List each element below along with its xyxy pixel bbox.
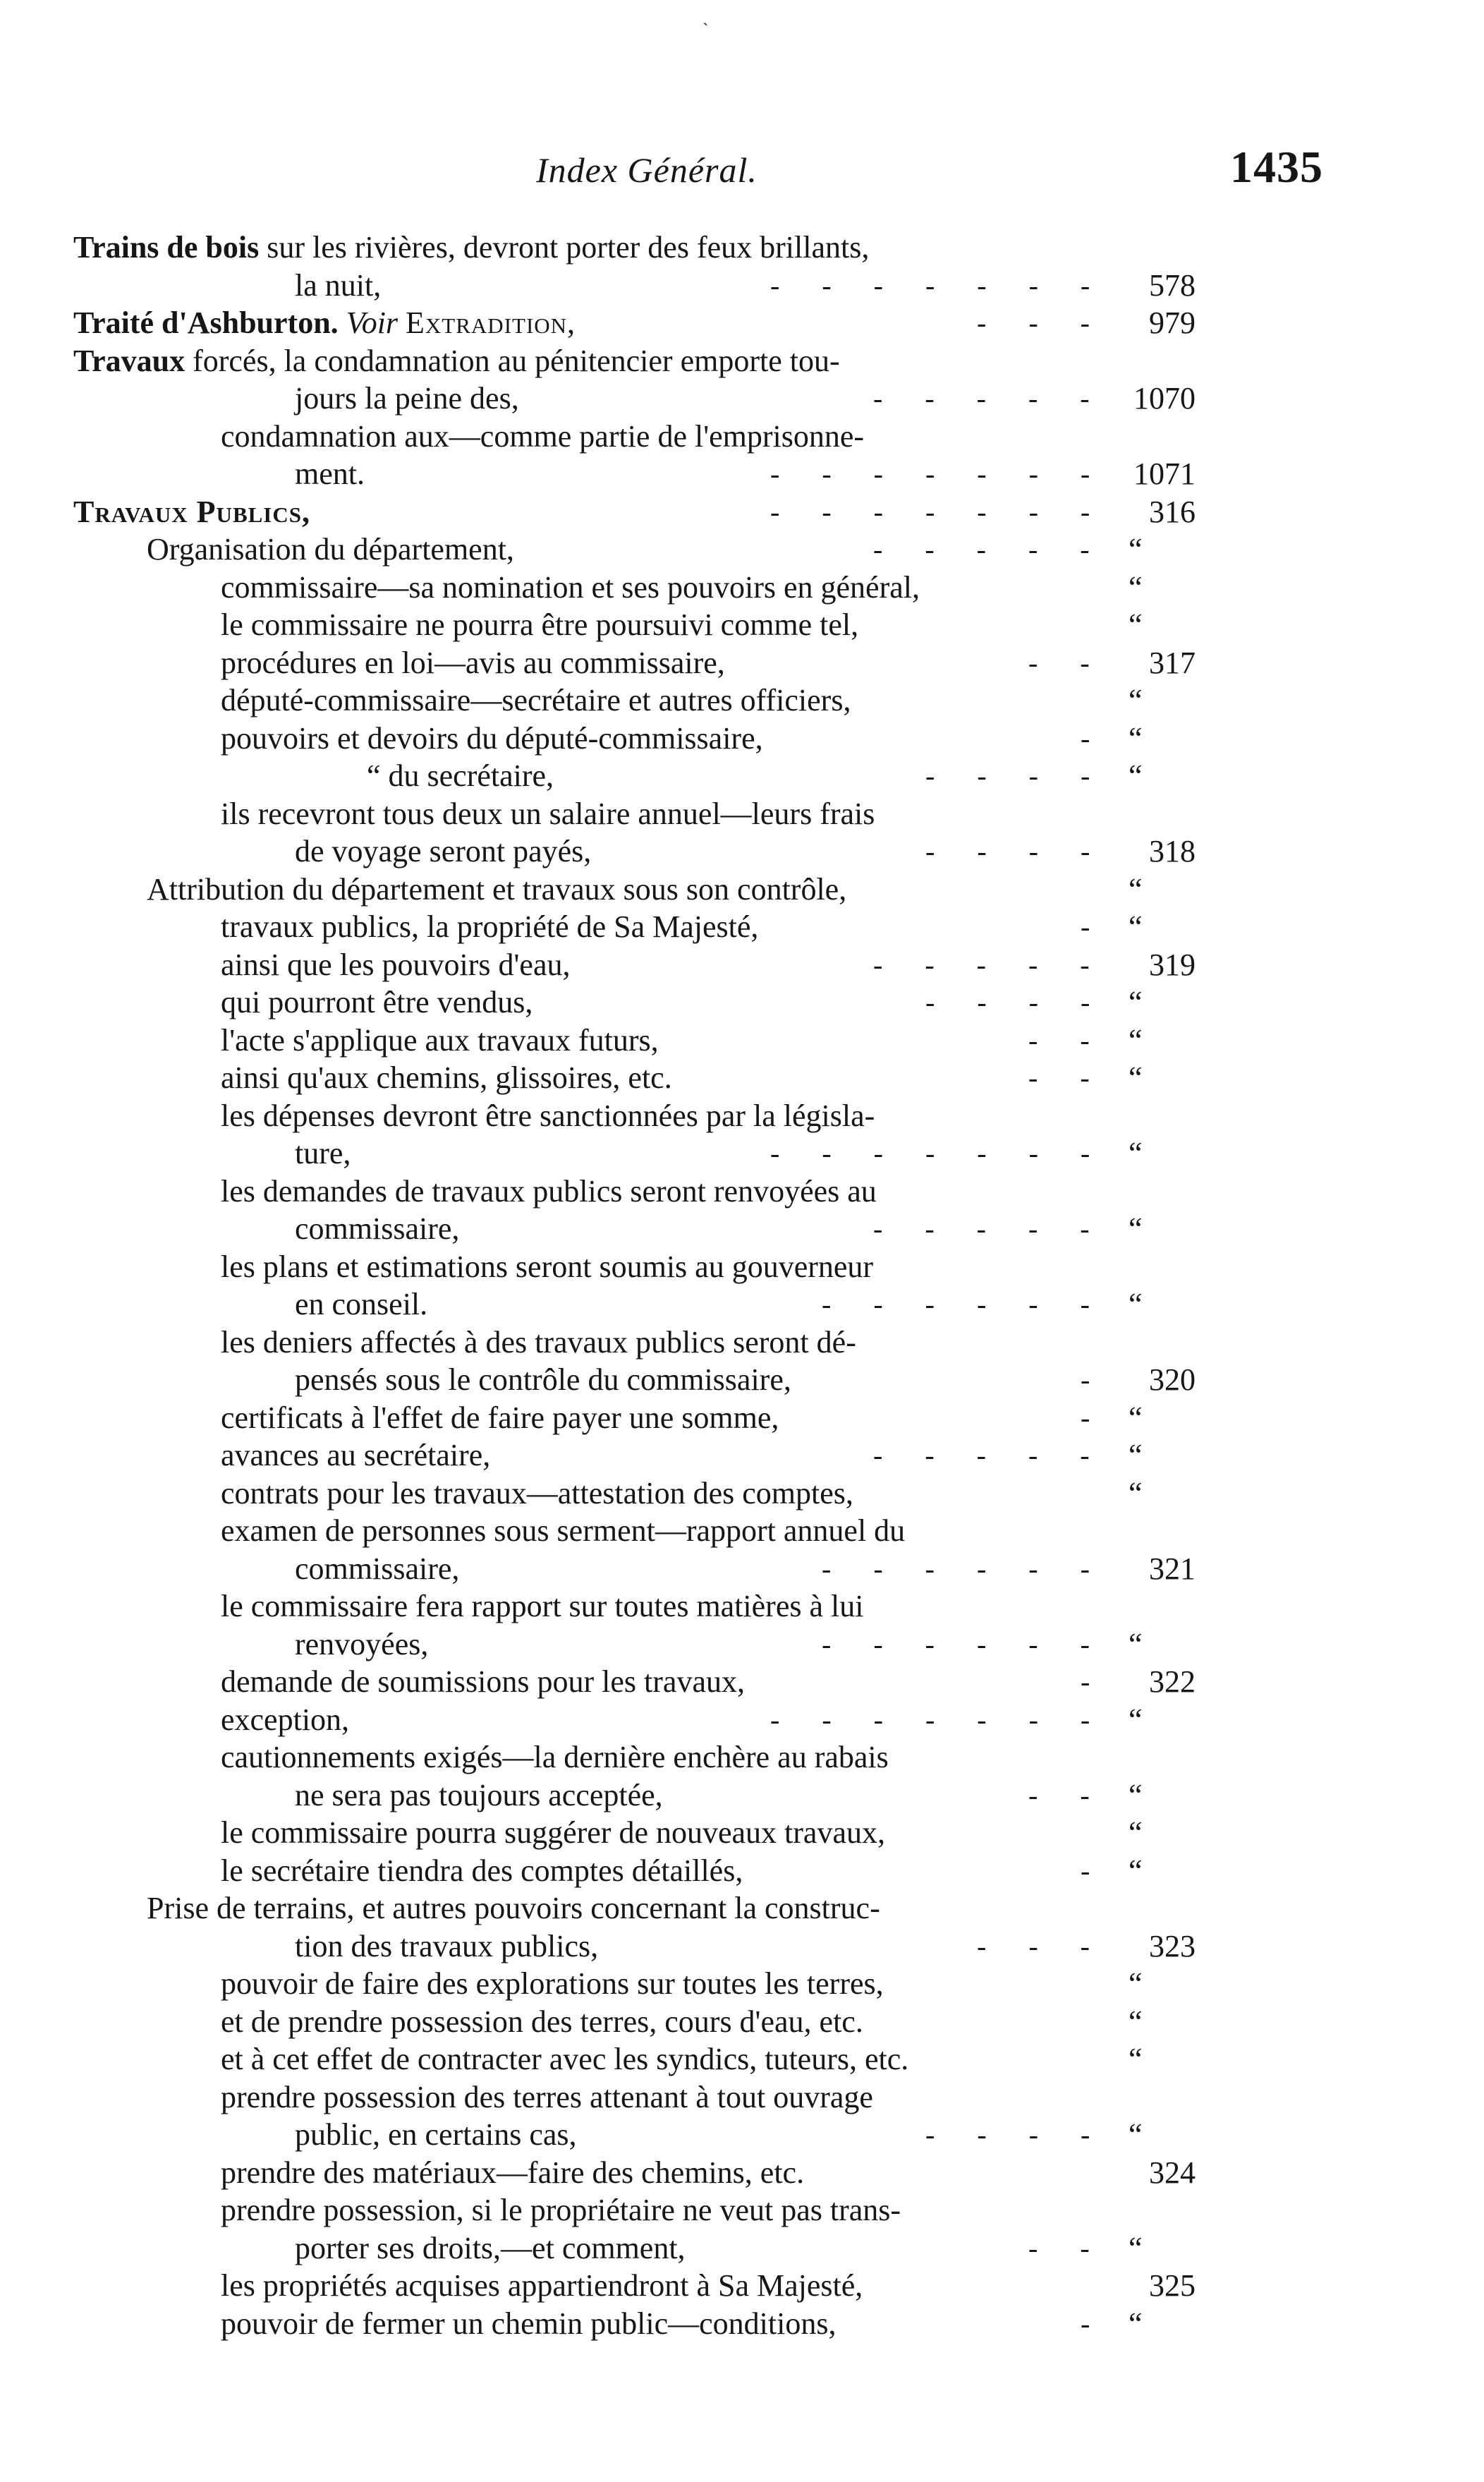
leader-dashes: - [1081,1401,1090,1434]
leader-dashes: - - - - - - - [770,1703,1090,1736]
entry-text-part: prendre des matériaux—faire des chemins, etc. [221,2155,805,2190]
index-entry [0,946,1484,984]
index-entry [0,833,1484,871]
leader-dashes: - - - - - [873,533,1090,565]
entry-text [221,2267,863,2305]
entry-text [221,1512,905,1550]
entry-text-part: le commissaire pourra suggérer de nouveaux travaux, [221,1815,885,1850]
entry-page-ref: “ [1129,1777,1143,1812]
entry-text-part [398,305,406,340]
entry-text [221,1587,863,1626]
index-entry [0,569,1484,607]
entry-page-ref: 1071 [1133,456,1196,491]
entry-text [221,795,875,833]
index-entry [0,908,1484,946]
entry-text-part: ture, [295,1136,351,1170]
entry-page-ref: “ [1129,2306,1143,2341]
leader-dashes: - [1081,722,1090,754]
entry-text [295,2116,577,2154]
entry-text-part: Extradition, [406,305,576,340]
entry-text-part: les propriétés acquises appartiendront à Sa Majesté, [221,2268,863,2303]
index-entry [0,2305,1484,2343]
entry-text [147,871,846,909]
entry-text-part: Attribution du département et travaux sous son contrôle, [147,871,847,907]
entry-text-part: pouvoir de faire des explorations sur toutes les terres, [221,1966,884,2001]
entry-page-ref: “ [1129,2117,1143,2152]
index-entry [0,2078,1484,2117]
entry-text [221,1852,743,1890]
entry-text [295,267,381,305]
entry-page-ref: “ [1129,985,1143,1019]
index-entry [0,1059,1484,1097]
index-entry [0,267,1484,305]
entry-text-part: prendre possession, si le propriétaire ne veut pas trans- [221,2193,901,2227]
entry-page-ref: “ [1129,1475,1143,1511]
entry-text [221,1248,873,1286]
entry-text-part: travaux publics, la propriété de Sa Majesté, [221,909,759,944]
entry-page-ref: “ [1129,1400,1143,1435]
entry-text-part: l'acte s'applique aux travaux futurs, [221,1022,659,1058]
entry-text-part: demande de soumissions pour les travaux, [221,1664,745,1699]
entry-text-part: pensés sous le contrôle du commissaire, [295,1362,791,1397]
entry-text-part [339,305,346,340]
entry-text-part: Voir [346,305,399,340]
index-entry [0,1512,1484,1550]
entry-text-part: le secrétaire tiendra des comptes détaillés, [221,1853,743,1888]
entry-text-part: exception, [221,1702,350,1737]
entry-page-ref: “ [1129,758,1143,793]
entry-page-ref: “ [1129,1815,1143,1850]
entry-text [221,946,571,984]
index-entry [0,1022,1484,1060]
entry-page-ref: “ [1129,532,1143,567]
entry-page-ref: “ [1129,569,1143,605]
leader-dashes: - - - [977,307,1090,339]
entry-text [295,1210,459,1248]
index-entries [0,229,1484,2342]
entry-text [221,1663,745,1701]
index-entry [0,757,1484,795]
leader-dashes: - - - - - [873,948,1090,981]
entry-text-part: les deniers affectés à des travaux publics seront dé- [221,1324,856,1360]
entry-text-part: procédures en loi—avis au commissaire, [221,645,725,680]
entry-text [221,644,725,682]
entry-page-ref: “ [1129,871,1143,907]
entry-text [221,2305,836,2343]
entry-text-part: et de prendre possession des terres, cours d'eau, etc. [221,2004,863,2039]
entry-text-part: commissaire, [295,1551,460,1586]
entry-text [73,229,869,267]
entry-text-part: public, en certains cas, [295,2117,577,2152]
entry-text-part: “ du secrétaire, [367,758,554,793]
page-number: 1435 [1230,142,1323,192]
entry-text-part: sur les rivières, devront porter des feux brillants, [259,230,870,265]
entry-text-part: renvoyées, [295,1626,429,1661]
entry-text-part: tion des travaux publics, [295,1928,599,1963]
entry-page-ref: “ [1129,2230,1143,2265]
entry-text [221,1701,349,1739]
entry-text-part: pouvoir de fermer un chemin public—conditions, [221,2306,837,2341]
leader-dashes: - [1081,911,1090,943]
leader-dashes: - - [1028,1024,1090,1056]
entry-text [221,1399,779,1437]
leader-dashes: - - - - - - [822,1552,1090,1585]
index-entry [0,1134,1484,1173]
entry-text [221,2154,804,2192]
entry-text [295,1285,427,1324]
entry-text-part: le commissaire ne pourra être poursuivi comme tel, [221,607,859,642]
index-entry [0,1173,1484,1211]
index-entry [0,2267,1484,2305]
leader-dashes: - - [1028,1062,1090,1094]
entry-text [295,380,519,418]
entry-page-ref: “ [1129,683,1143,718]
entry-text-part: Trains de bois [73,230,260,265]
entry-page-ref: “ [1129,1211,1143,1246]
leader-dashes: - - - - - [873,1439,1090,1471]
index-entry [0,1965,1484,2003]
index-entry [0,983,1484,1022]
entry-text [147,531,514,569]
entry-text [295,1776,663,1815]
entry-page-ref: 324 [1149,2155,1196,2190]
entry-text-part: commissaire—sa nomination et ses pouvoirs en général, [221,569,920,605]
leader-dashes: - - - - [925,835,1090,867]
index-entry [0,1399,1484,1437]
leader-dashes: - - [1028,2232,1090,2264]
entry-text-part: ment. [295,456,365,491]
entry-text-part: forcés, la condamnation au pénitencier emporte tou- [185,343,840,378]
leader-dashes: - [1081,2307,1090,2339]
entry-text-part: pouvoirs et devoirs du député-commissaire, [221,720,763,756]
index-entry [0,1361,1484,1399]
index-entry [0,2040,1484,2078]
entry-text [221,1965,884,2003]
entry-text-part: les dépenses devront être sanctionnées par la législa- [221,1098,875,1133]
stray-mark: ˎ [703,6,709,27]
index-entry [0,682,1484,720]
index-entry [0,455,1484,493]
entry-page-ref: 323 [1149,1928,1196,1963]
index-entry [0,1852,1484,1890]
index-entry [0,493,1484,531]
entry-text-part: Travaux [73,343,186,378]
index-entry [0,1814,1484,1852]
entry-page-ref: 979 [1149,305,1196,340]
leader-dashes: - [1081,1364,1090,1396]
index-entry [0,1285,1484,1324]
index-entry [0,1701,1484,1739]
entry-text [73,493,310,531]
leader-dashes: - - - [977,1930,1090,1962]
entry-text [221,983,533,1022]
entry-page-ref: “ [1129,1060,1143,1095]
leader-dashes: - [1081,1666,1090,1697]
index-entry [0,1889,1484,1927]
entry-text-part: contrats pour les travaux—attestation des comptes, [221,1475,853,1511]
entry-text-part: ainsi que les pouvoirs d'eau, [221,947,571,982]
index-entry [0,2229,1484,2268]
entry-text [221,908,758,946]
entry-text-part: Traité d'Ashburton. [73,305,339,340]
entry-page-ref: 322 [1149,1664,1196,1699]
entry-text-part: de voyage seront payés, [295,834,592,868]
index-entry [0,1587,1484,1626]
entry-page-ref: “ [1129,2042,1143,2076]
index-entry [0,531,1484,569]
entry-text [221,720,763,758]
entry-page-ref: “ [1129,1136,1143,1170]
entry-page-ref: 317 [1149,645,1196,680]
entry-text-part: commissaire, [295,1211,460,1246]
leader-dashes: - - - - - [873,382,1090,414]
entry-text-part: le commissaire fera rapport sur toutes matières à lui [221,1589,864,1623]
index-entry [0,1097,1484,1135]
page-title: Index Général. [536,150,758,190]
index-entry [0,1626,1484,1664]
index-entry [0,1436,1484,1475]
entry-text-part: Prise de terrains, et autres pouvoirs concernant la construc- [147,1891,880,1925]
entry-page-ref: “ [1129,1022,1143,1058]
entry-text [295,1550,459,1588]
entry-text-part: Travaux Publics, [73,494,310,529]
entry-text [295,2229,686,2268]
index-entry [0,1776,1484,1815]
entry-text-part: les plans et estimations seront soumis au gouverneur [221,1249,874,1284]
entry-page-ref: 320 [1149,1362,1196,1397]
entry-page-ref: “ [1129,1702,1143,1737]
index-entry [0,342,1484,380]
entry-text-part: et à cet effet de contracter avec les syndics, tuteurs, etc. [221,2042,909,2076]
entry-text [221,2040,908,2078]
entry-text [221,1436,490,1475]
index-entry [0,1324,1484,1362]
leader-dashes: - - - - - [873,1213,1090,1245]
index-entry [0,606,1484,644]
entry-page-ref: 321 [1149,1551,1196,1586]
entry-text [221,1324,856,1362]
entry-text-part: porter ses droits,—et comment, [295,2230,686,2265]
leader-dashes: - - - - - - [822,1288,1090,1320]
index-entry [0,1475,1484,1513]
leader-dashes: - - - - - - - [770,1137,1090,1169]
entry-text [295,833,591,871]
leader-dashes: - - - - - - - [770,495,1090,528]
entry-page-ref: 578 [1149,267,1196,303]
leader-dashes: - [1081,1854,1090,1887]
entry-page-ref: “ [1129,1966,1143,2001]
entry-text-part: certificats à l'effet de faire payer une somme, [221,1400,779,1435]
index-entry [0,1663,1484,1701]
index-entry [0,1550,1484,1588]
entry-page-ref: “ [1129,909,1143,944]
entry-page-ref: 318 [1149,834,1196,868]
entry-text [221,2078,873,2117]
leader-dashes: - - [1028,1779,1090,1811]
entry-page-ref: “ [1129,720,1143,756]
entry-text [221,418,864,456]
leader-dashes: - - - - - - [822,1628,1090,1660]
entry-text [221,1738,889,1776]
entry-text [295,1361,791,1399]
entry-text [221,1059,672,1097]
entry-text [221,569,920,607]
entry-text [147,1889,880,1927]
entry-page-ref: “ [1129,1853,1143,1888]
entry-page-ref: “ [1129,1287,1143,1321]
entry-text-part: Organisation du département, [147,532,514,567]
entry-text [295,1134,351,1173]
index-entry [0,380,1484,418]
index-entry [0,1248,1484,1286]
entry-text-part: condamnation aux—comme partie de l'emprisonne- [221,418,865,454]
index-entry [0,418,1484,456]
entry-page-ref: “ [1129,607,1143,642]
leader-dashes: - - - - [925,760,1090,792]
index-entry [0,795,1484,833]
entry-page-ref: “ [1129,1438,1143,1472]
index-entry [0,1927,1484,1966]
index-entry [0,304,1484,342]
entry-text [295,455,365,493]
index-entry [0,2191,1484,2229]
entry-text-part: avances au secrétaire, [221,1438,491,1472]
entry-page-ref: “ [1129,1626,1143,1661]
index-entry [0,2003,1484,2041]
entry-text [367,757,554,795]
entry-text-part: en conseil. [295,1287,428,1321]
entry-text [221,1097,875,1135]
entry-text [221,606,858,644]
entry-text-part: député-commissaire—secrétaire et autres officiers, [221,683,851,718]
entry-text-part: qui pourront être vendus, [221,985,533,1019]
entry-text [221,2191,901,2229]
entry-text [295,1927,598,1966]
entry-text-part: ainsi qu'aux chemins, glissoires, etc. [221,1060,672,1095]
entry-text [221,1022,659,1060]
entry-text-part: cautionnements exigés—la dernière enchère au rabais [221,1740,889,1774]
entry-page-ref: 1070 [1133,381,1196,416]
entry-text-part: jours la peine des, [295,381,519,416]
entry-text-part: ne sera pas toujours acceptée, [295,1777,663,1812]
entry-text [221,1475,853,1513]
entry-text [73,304,576,342]
entry-text [295,1626,428,1664]
entry-text [221,682,851,720]
index-entry [0,720,1484,758]
entry-text-part: la nuit, [295,267,382,303]
index-entry [0,644,1484,682]
index-entry [0,229,1484,267]
leader-dashes: - - - - - - - [770,269,1090,301]
index-entry [0,2154,1484,2192]
entry-text-part: prendre possession des terres attenant à tout ouvrage [221,2079,873,2114]
leader-dashes: - - [1028,646,1090,679]
index-entry [0,1738,1484,1776]
index-entry [0,1210,1484,1248]
leader-dashes: - - - - [925,2119,1090,2150]
index-entry [0,871,1484,909]
entry-page-ref: 325 [1149,2268,1196,2303]
entry-text [221,1814,885,1852]
entry-text [221,1173,877,1211]
leader-dashes: - - - - [925,986,1090,1018]
entry-text-part: les demandes de travaux publics seront renvoyées au [221,1173,877,1209]
leader-dashes: - - - - - - - [770,458,1090,490]
entry-text-part: examen de personnes sous serment—rapport annuel du [221,1513,906,1548]
entry-text-part: ils recevront tous deux un salaire annuel—leurs frais [221,796,875,831]
entry-page-ref: 316 [1149,494,1196,529]
index-entry [0,2116,1484,2154]
entry-text [73,342,840,380]
entry-text [221,2003,863,2041]
entry-page-ref: “ [1129,2004,1143,2039]
entry-page-ref: 319 [1149,947,1196,982]
